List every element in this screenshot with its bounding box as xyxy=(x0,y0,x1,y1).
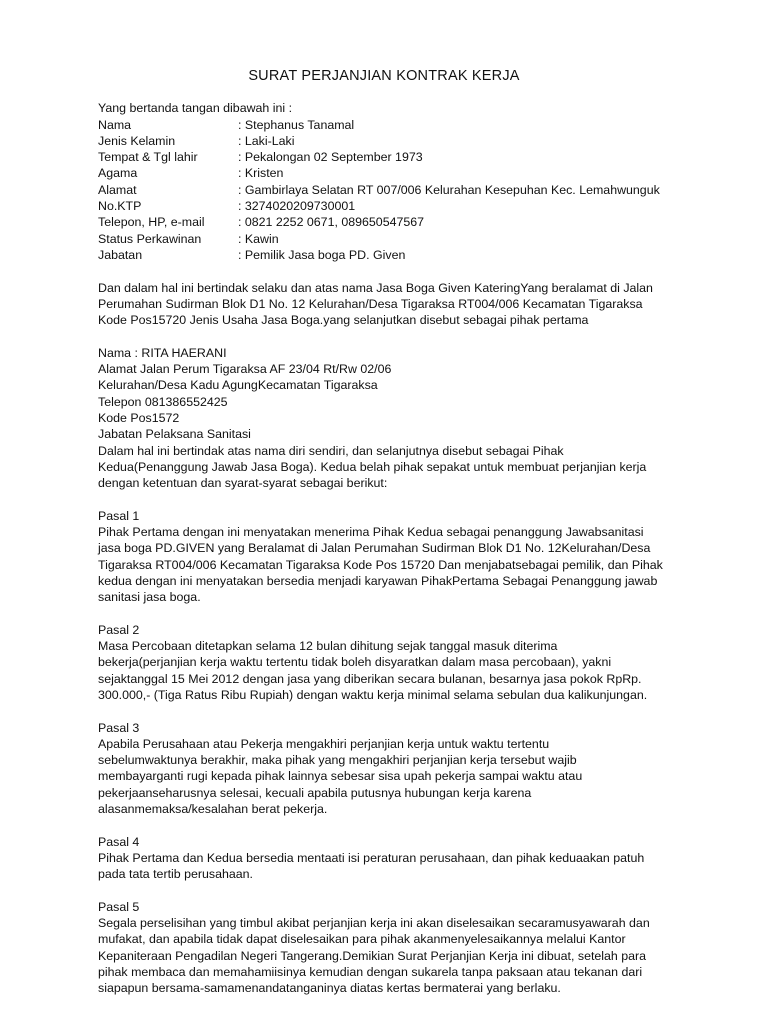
spacer xyxy=(98,817,708,833)
paragraph-line: Perumahan Sudirman Blok D1 No. 12 Kelurahan/Desa Tigaraksa RT004/006 Kecamatan Tigaraksa xyxy=(98,296,643,311)
field-label: Status Perkawinan xyxy=(98,231,202,246)
party1-fields xyxy=(98,117,708,264)
pasal-title: Pasal 5 xyxy=(98,899,140,914)
field-value: : Gambirlaya Selatan RT 007/006 Kelurahan Kesepuhan Kec. Lemahwunguk xyxy=(238,182,660,197)
paragraph-line: Kepaniteraan Pengadilan Negeri Tangerang.Demikian Surat Perjanjian Kerja ini dibuat, setelah para xyxy=(98,948,647,963)
paragraph-line: sejaktanggal 15 Mei 2012 dengan jasa yang diberikan secara bulanan, besarnya jasa pokok RpRp. xyxy=(98,671,642,686)
field-row-alamat xyxy=(98,182,708,198)
paragraph-line: Dalam hal ini bertindak atas nama diri sendiri, dan selanjutnya disebut sebagai Pihak xyxy=(98,443,564,458)
field-value: : 3274020209730001 xyxy=(238,199,356,214)
paragraph-line: Kode Pos15720 Jenis Usaha Jasa Boga.yang selanjutkan disebut sebagai pihak pertama xyxy=(98,313,589,328)
paragraph-line: Kedua(Penanggung Jawab Jasa Boga). Kedua belah pihak sepakat untuk membuat perjanjian kerja xyxy=(98,459,647,474)
field-label: No.KTP xyxy=(98,199,142,214)
paragraph-line: Kelurahan/Desa Kadu AgungKecamatan Tigaraksa xyxy=(98,378,378,393)
paragraph-line: pada tata tertib perusahaan. xyxy=(98,867,253,882)
spacer xyxy=(98,491,708,507)
paragraph-line: pekerjaanseharusnya selesai, kecuali apabila putusnya hubungan kerja karena xyxy=(98,785,532,800)
field-value: : 0821 2252 0671, 089650547567 xyxy=(238,215,425,230)
field-value: : Kristen xyxy=(238,166,284,181)
paragraph-line: pihak membaca dan memahamiisinya kemudian dengan sukarela tanpa paksaan atau tekanan dari xyxy=(98,965,643,980)
paragraph-line: mufakat, dan apabila tidak dapat diselesaikan para pihak akanmenyelesaikannya melalui Kantor xyxy=(98,932,626,947)
paragraph-line: Pihak Pertama dan Kedua bersedia mentaati isi peraturan perusahaan, dan pihak keduaakan patuh xyxy=(98,850,645,865)
paragraph-line: sanitasi jasa boga. xyxy=(98,590,201,605)
paragraph-line: siapapun bersama-samamenandatanganinya diatas kertas bermaterai yang berlaku. xyxy=(98,981,561,996)
paragraph-line: Tigaraksa RT004/006 Kecamatan Tigaraksa Kode Pos 15720 Dan menjabatsebagai pemilik, dan Pihak xyxy=(98,557,663,572)
party1-statement xyxy=(98,280,708,329)
spacer xyxy=(98,883,708,899)
field-row-no-ktp xyxy=(98,198,708,214)
paragraph-line: Segala perselisihan yang timbul akibat perjanjian kerja ini akan diselesaikan secaramusyawarah dan xyxy=(98,916,650,931)
pasal-2 xyxy=(98,622,708,703)
paragraph-line: Jabatan Pelaksana Sanitasi xyxy=(98,427,251,442)
pasal-4 xyxy=(98,834,708,883)
paragraph-line: bekerja(perjanjian kerja waktu tertentu tidak boleh disyaratkan dalam masa percobaan), yakni xyxy=(98,655,612,670)
field-value: : Kawin xyxy=(238,231,279,246)
pasal-title: Pasal 3 xyxy=(98,720,140,735)
paragraph-line: Kode Pos1572 xyxy=(98,410,180,425)
paragraph-line: jasa boga PD.GIVEN yang Beralamat di Jalan Perumahan Sudirman Blok D1 No. 12Kelurahan/Desa xyxy=(98,541,651,556)
field-label: Tempat & Tgl lahir xyxy=(98,150,198,165)
paragraph-line: Alamat Jalan Perum Tigaraksa AF 23/04 Rt/Rw 02/06 xyxy=(98,362,392,377)
paragraph-line: sebelumwaktunya berakhir, maka pihak yang mengakhiri perjanjian kerja tersebut wajib xyxy=(98,753,577,768)
paragraph-line: Masa Percobaan ditetapkan selama 12 bulan dihitung sejak tanggal masuk diterima xyxy=(98,639,558,654)
paragraph-line: alasanmemaksa/kesalahan berat pekerja. xyxy=(98,802,328,817)
pasal-1 xyxy=(98,508,708,606)
paragraph-line: 300.000,- (Tiga Ratus Ribu Rupiah) dengan waktu kerja minimal selama sebulan dua kalikunjungan. xyxy=(98,687,648,702)
spacer xyxy=(98,263,708,279)
paragraph-line: Pihak Pertama dengan ini menyatakan menerima Pihak Kedua sebagai penanggung Jawabsanitasi xyxy=(98,525,644,540)
paragraph-line: Nama : RITA HAERANI xyxy=(98,345,227,360)
field-row-nama xyxy=(98,117,708,133)
pasal-title: Pasal 2 xyxy=(98,622,140,637)
field-label: Alamat xyxy=(98,182,137,197)
paragraph-line: kedua dengan ini menyatakan bersedia menjadi karyawan PihakPertama Sebagai Penanggung jawab xyxy=(98,573,658,588)
field-label: Nama xyxy=(98,117,132,132)
paragraph-line: Dan dalam hal ini bertindak selaku dan atas nama Jasa Boga Given KateringYang beralamat di Jalan xyxy=(98,280,653,295)
field-row-telepon xyxy=(98,214,708,230)
paragraph-line: Apabila Perusahaan atau Pekerja mengakhiri perjanjian kerja untuk waktu tertentu xyxy=(98,736,550,751)
field-row-tempat-tgl-lahir xyxy=(98,149,708,165)
spacer xyxy=(98,328,708,344)
field-label: Jabatan xyxy=(98,247,143,262)
field-row-jabatan xyxy=(98,247,708,263)
pasal-3 xyxy=(98,720,708,818)
intro-line: Yang bertanda tangan dibawah ini : xyxy=(98,101,293,116)
spacer xyxy=(98,703,708,719)
pasal-5 xyxy=(98,899,708,997)
field-label: Jenis Kelamin xyxy=(98,133,176,148)
paragraph-line: dengan ketentuan dan syarat-syarat sebagai berikut: xyxy=(98,476,388,491)
paragraph-line: membayarganti rugi kepada pihak lainnya sebesar sisa upah pekerja sampai waktu atau xyxy=(98,769,583,784)
pasal-title: Pasal 1 xyxy=(98,508,140,523)
spacer xyxy=(98,606,708,622)
field-row-status-perkawinan xyxy=(98,231,708,247)
field-label: Telepon, HP, e-mail xyxy=(98,215,205,230)
field-value: : Laki-Laki xyxy=(238,133,295,148)
field-label: Agama xyxy=(98,166,138,181)
document-title: SURAT PERJANJIAN KONTRAK KERJA xyxy=(248,68,520,84)
field-value: : Pekalongan 02 September 1973 xyxy=(238,150,423,165)
pasal-title: Pasal 4 xyxy=(98,834,140,849)
field-value: : Stephanus Tanamal xyxy=(238,117,355,132)
field-row-agama xyxy=(98,165,708,181)
field-row-jenis-kelamin xyxy=(98,133,708,149)
paragraph-line: Telepon 081386552425 xyxy=(98,394,228,409)
party2-block xyxy=(98,345,708,492)
field-value: : Pemilik Jasa boga PD. Given xyxy=(238,247,406,262)
